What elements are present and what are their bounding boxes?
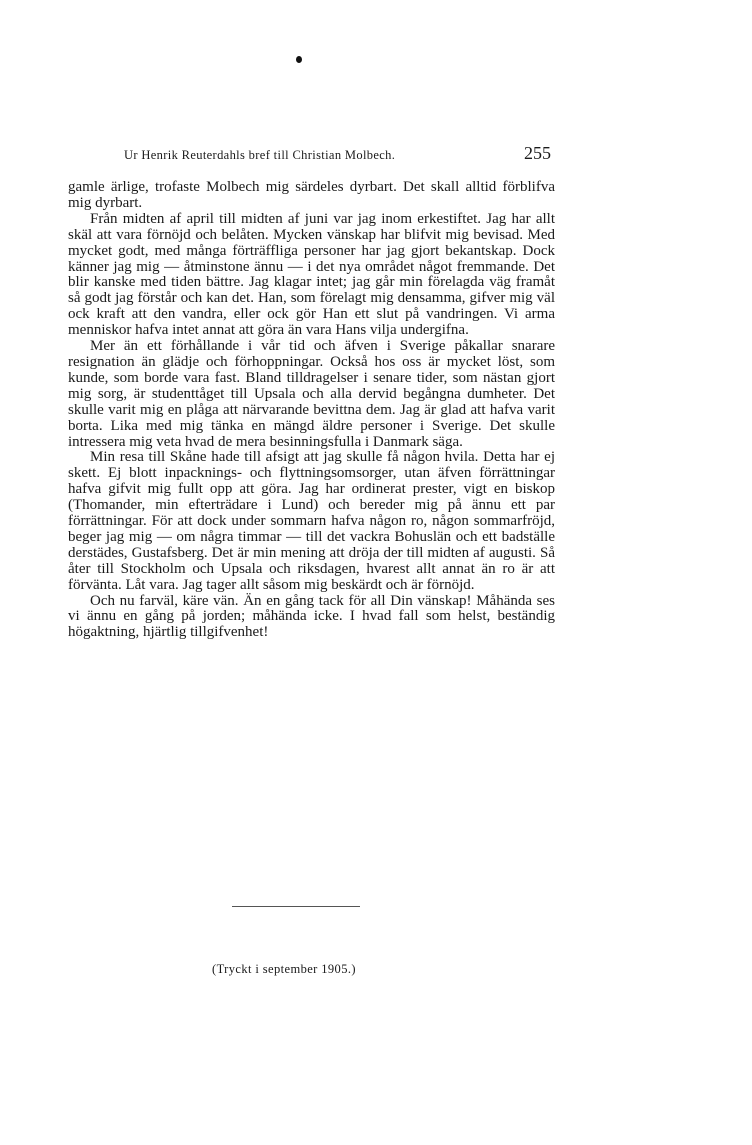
paragraph: Från midten af april till midten af juni var jag inom erkestiftet. Jag har allt skäl att vara förnöjd och belåten. Mycken vänskap har blifvit mig bevisad. Med mycket godt, med många förträffliga personer har jag gjort bekantskap. Dock känner jag mig — åtminstone ännu — i det nya området något fremmande. Det blir kanske med tiden bättre. Jag klagar intet; jag går min förelagda väg framåt så godt jag förstår och kan det. Han, som förelagt mig densamma, gifver mig väl ock kraft att den vandra, eller ock gör Han ett slut på vandringen. Vi arma menniskor hafva intet annat att göra än vara Hans vilja undergifna. xyxy=(68,210,555,339)
paragraph: gamle ärlige, trofaste Molbech mig särdeles dyrbart. Det skall alltid förblifva mig dyrbart. xyxy=(68,179,555,211)
paragraph: Min resa till Skåne hade till afsigt att jag skulle få någon hvila. Detta har ej skett. Ej blott inpacknings- och flyttningsomsorger, utan äfven förrättningar hafva gifvit mig fullt opp att göra. Jag har ordinerat prester, vigt en biskop (Thomander, min efterträdare i Lund) och bereder mig på ännu ett par förrättningar. För att dock under sommarn hafva någon ro, någon sommarfröjd, beger jag mig — om några timmar — till det vackra Bohuslän och ett badställe derstädes, Gustafsberg. Det är min mening att dröja der till midten af augusti. Så åter till Stockholm och Upsala och riksdagen, hvarest allt annat än ro är att förvänta. Låt vara. Jag tager allt såsom mig beskärdt och är förnöjd. xyxy=(68,449,555,593)
page-number: 255 xyxy=(524,143,551,163)
ink-speck xyxy=(296,56,302,63)
letter-text xyxy=(68,180,555,641)
running-title: Ur Henrik Reuterdahls bref till Christian Molbech. xyxy=(124,148,396,162)
paragraph: Mer än ett förhållande i vår tid och äfven i Sverige påkallar snarare resignation än glädje och förhoppningar. Också hos oss är mycket löst, som kunde, som borde vara fast. Bland tilldragelser i senare tider, som nästan gjort mig sorg, är studenttåget till Upsala och alla dervid begångna dumheter. Det skulle varit mig en plåga att närvarande bevittna dem. Jag är glad att hafva varit borta. Lika med mig tänka en mängd äldre personer i Sverige. Det skulle intressera mig veta hvad de mera besinningsfulla i Danmark säga. xyxy=(68,338,555,450)
end-rule xyxy=(232,906,360,907)
imprint-note: (Tryckt i september 1905.) xyxy=(212,962,356,976)
paragraph: Och nu farväl, käre vän. Än en gång tack för all Din vänskap! Måhända ses vi ännu en gång på jorden; måhända icke. I hvad fall som helst, beständig högaktning, hjärtlig tillgifvenhet! xyxy=(68,592,555,641)
